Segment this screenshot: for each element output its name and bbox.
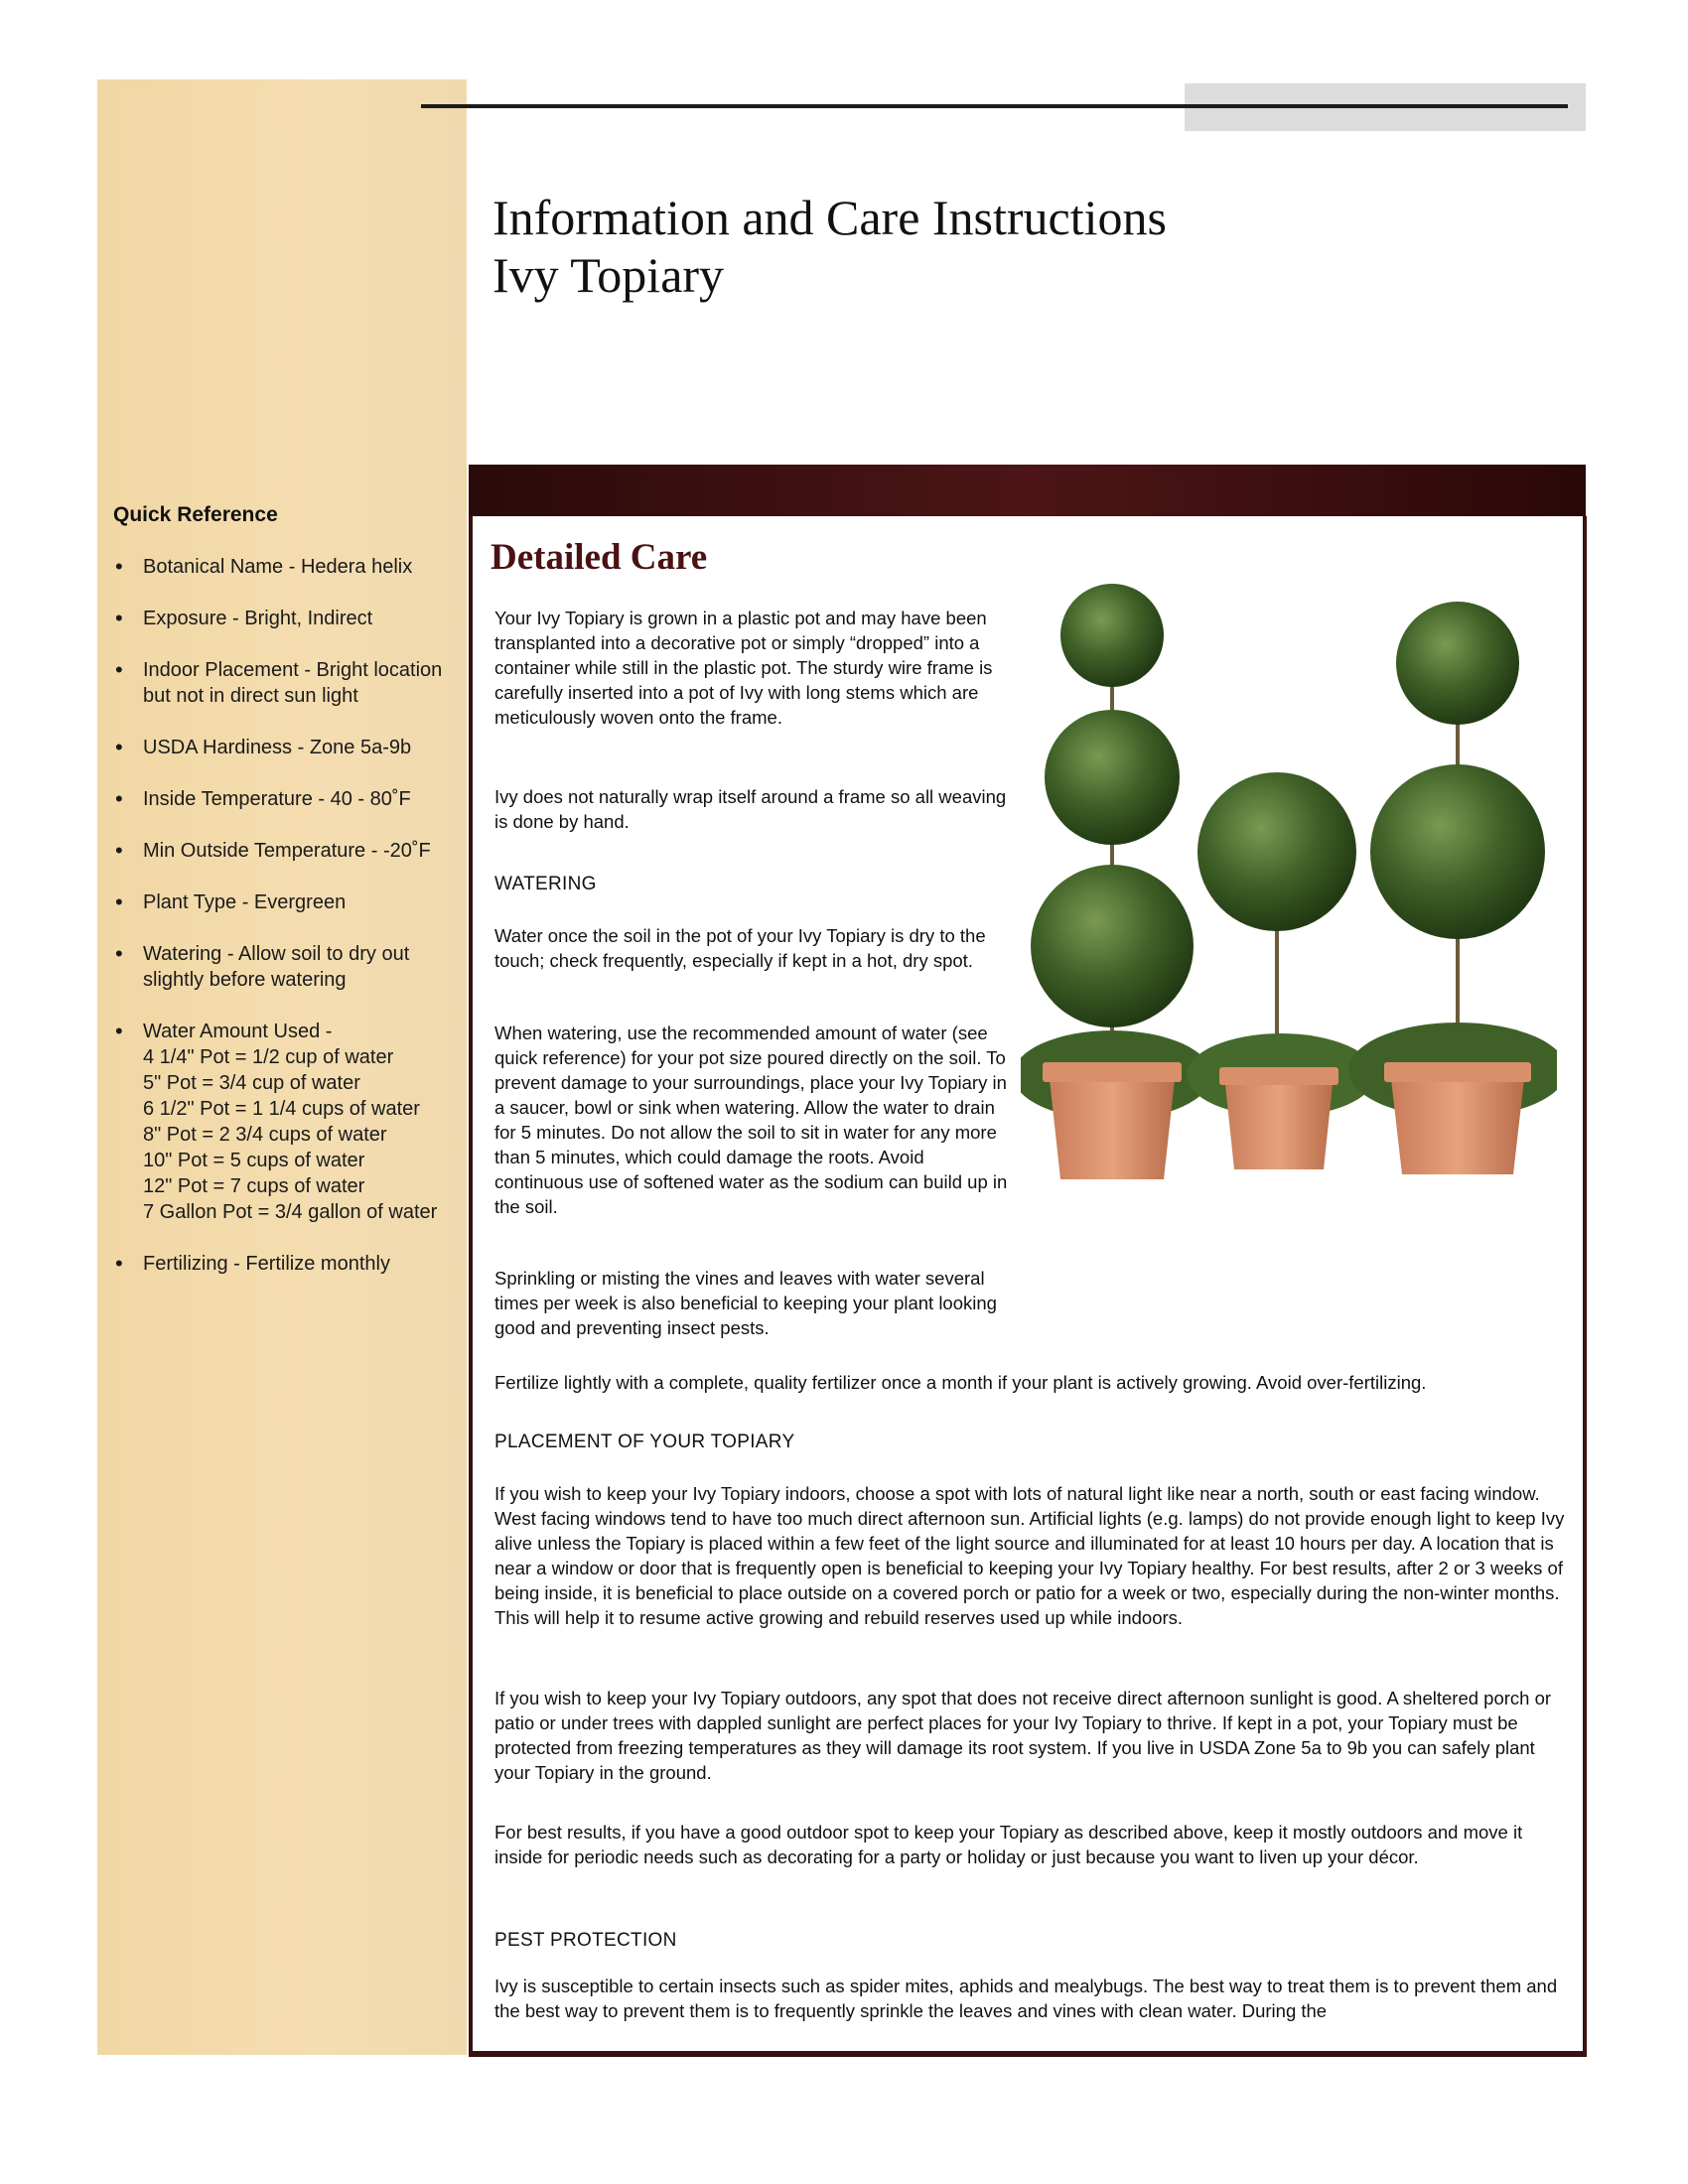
quick-reference-sidebar xyxy=(97,79,467,2055)
page-title xyxy=(492,189,1167,304)
ivy-ball xyxy=(1370,764,1545,939)
paragraph-fertilize: Fertilize lightly with a complete, quality fertilizer once a month if your plant is actively growing. Avoid over-fertilizing. xyxy=(494,1372,1427,1393)
list-item xyxy=(97,786,467,812)
pot-rim xyxy=(1219,1067,1338,1085)
quick-reference-list xyxy=(97,554,467,1302)
paragraph-misting: Sprinkling or misting the vines and leaves with water several times per week is also beneficial to keeping your plant looking good and preventing insect pests. xyxy=(494,1268,997,1338)
paragraph-indoors: If you wish to keep your Ivy Topiary indoors, choose a spot with lots of natural light like near a north, south or east facing window. West facing windows tend to have too much direct afternoon sun. Artificial lights (e.g. lamps) do not provide enough light to keep Ivy alive unless the Topiary is placed within a few feet of the light source and illuminated for at least 10 hours per day. A location that is near a window or door that is frequently open is beneficial to keeping your Ivy Topiary healthy. For best results, after 2 or 3 weeks of being inside, it is beneficial to place outside on a covered porch or patio for a week or two, especially during the non-winter months. This will help it to resume active growing and rebuild reserves used up while indoors. xyxy=(494,1483,1565,1628)
placement-heading: PLACEMENT OF YOUR TOPIARY xyxy=(494,1432,795,1452)
indoor-placement: • Indoor Placement - Bright location xyxy=(143,659,443,681)
plant-type: Plant Type - Evergreen xyxy=(143,891,347,913)
page-title-line2: Ivy Topiary xyxy=(492,247,725,303)
terracotta-pot xyxy=(1224,1075,1334,1169)
topiary-photo xyxy=(1021,574,1557,1179)
water-amount-row: 8" Pot = 2 3/4 cups of water xyxy=(143,1124,387,1146)
water-amount-row: 10" Pot = 5 cups of water xyxy=(143,1150,365,1171)
quick-reference-heading: Quick Reference xyxy=(113,503,278,526)
terracotta-pot xyxy=(1049,1070,1176,1179)
list-item xyxy=(97,889,467,915)
paragraph-pests: Ivy is susceptible to certain insects such as spider mites, aphids and mealybugs. The best way to treat them is to prevent them and the best way to prevent them is to frequently sprinkle the leaves and vines with clean water. During the xyxy=(494,1976,1558,2021)
terracotta-pot xyxy=(1390,1070,1525,1174)
detailed-care-heading: Detailed Care xyxy=(491,537,708,578)
water-amount-row: 7 Gallon Pot = 3/4 gallon of water xyxy=(143,1201,438,1223)
watering: • Watering - Allow soil to dry out xyxy=(143,943,410,965)
list-item xyxy=(97,838,467,864)
panel-header-bar xyxy=(469,465,1586,516)
watering-heading: WATERING xyxy=(494,874,597,894)
ivy-ball xyxy=(1045,710,1180,845)
paragraph-watering: Water once the soil in the pot of your Ivy Topiary is dry to the touch; check frequently, especially if kept in a hot, dry spot. xyxy=(494,925,986,971)
paragraph-outdoors: If you wish to keep your Ivy Topiary outdoors, any spot that does not receive direct afternoon sunlight is good. A sheltered porch or patio or under trees with dappled sunlight are perfect places for your Ivy Topiary to thrive. If kept in a pot, your Topiary must be protected from freezing temperatures as they will damage its root system. If you live in USDA Zone 5a to 9b you can safely plant your Topiary in the ground. xyxy=(494,1688,1552,1783)
pest-heading: PEST PROTECTION xyxy=(494,1930,677,1951)
paragraph-intro: Your Ivy Topiary is grown in a plastic pot and may have been transplanted into a decorative pot or simply “dropped” into a container while still in the plastic pot. The sturdy wire frame is carefully inserted into a pot of Ivy with long stems which are meticulously woven onto the frame. xyxy=(494,608,993,728)
water-amount-row: 6 1/2" Pot = 1 1/4 cups of water xyxy=(143,1098,420,1120)
min-outside-temperature: Min Outside Temperature - -20˚F xyxy=(143,840,431,862)
list-item xyxy=(97,657,467,709)
list-item xyxy=(97,941,467,993)
detailed-care-panel xyxy=(469,516,1587,2057)
ivy-ball xyxy=(1060,584,1164,687)
list-item xyxy=(97,735,467,760)
list-item xyxy=(97,1019,467,1225)
header-rule xyxy=(421,104,1568,108)
inside-temperature: Inside Temperature - 40 - 80˚F xyxy=(143,788,411,810)
water-amount-row: 4 1/4" Pot = 1/2 cup of water xyxy=(143,1046,394,1068)
watering-cont: slightly before watering xyxy=(143,969,347,991)
ivy-ball xyxy=(1197,772,1356,931)
exposure: Exposure - Bright, Indirect xyxy=(143,608,373,629)
fertilizing: Fertilizing - Fertilize monthly xyxy=(143,1253,390,1275)
water-amount-heading: • Water Amount Used - xyxy=(143,1021,333,1042)
paragraph-best-results: For best results, if you have a good outdoor spot to keep your Topiary as described above, keep it mostly outdoors and move it inside for periodic needs such as decorating for a party or holiday or just because you want to liven up your décor. xyxy=(494,1822,1523,1867)
list-item xyxy=(97,554,467,580)
ivy-ball xyxy=(1396,602,1519,725)
pot-rim xyxy=(1384,1062,1531,1082)
list-item xyxy=(97,1251,467,1277)
pot-rim xyxy=(1043,1062,1182,1082)
page-title-line1: Information and Care Instructions xyxy=(492,190,1167,245)
list-item xyxy=(97,606,467,631)
usda-hardiness: USDA Hardiness - Zone 5a-9b xyxy=(143,737,412,758)
paragraph-watering-amount: When watering, use the recommended amount of water (see quick reference) for your pot size poured directly on the soil. To prevent damage to your surroundings, place your Ivy Topiary in a saucer, bowl or sink when watering. Allow the water to drain for 5 minutes. Do not allow the soil to sit in water for any more than 5 minutes, which could damage the roots. Avoid continuous use of softened water as the sodium can build up in the soil. xyxy=(494,1023,1008,1217)
water-amount-row: 12" Pot = 7 cups of water xyxy=(143,1175,365,1197)
water-amount-row: 5" Pot = 3/4 cup of water xyxy=(143,1072,360,1094)
indoor-placement-cont: but not in direct sun light xyxy=(143,685,358,707)
paragraph-weaving: Ivy does not naturally wrap itself around a frame so all weaving is done by hand. xyxy=(494,786,1007,832)
botanical-name: Botanical Name - Hedera helix xyxy=(143,556,413,578)
ivy-ball xyxy=(1031,865,1194,1027)
